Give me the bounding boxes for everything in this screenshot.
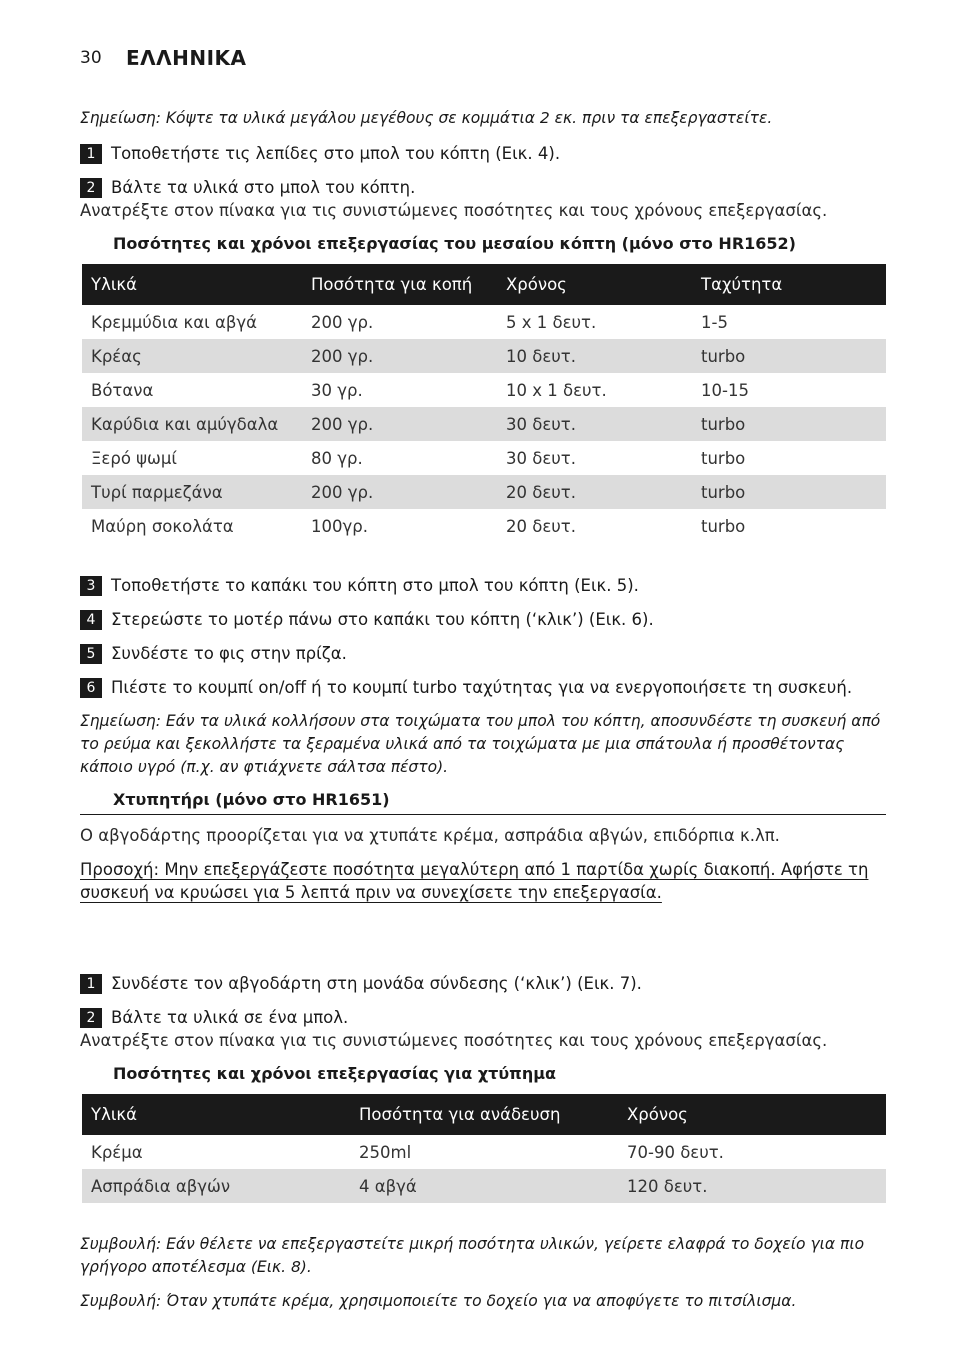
refer-table-text: Ανατρέξτε στον πίνακα για τις συνιστώμενες ποσότητες και τους χρόνους επεξεργασίας. xyxy=(80,201,828,220)
note-text: Κόψτε τα υλικά μεγάλου μεγέθους σε κομμάτια 2 εκ. πριν τα επεξεργαστείτε. xyxy=(160,109,773,127)
table-cell: Κρέας xyxy=(82,339,302,373)
table-cell: 100γρ. xyxy=(311,516,368,536)
table-cell: 200 γρ. xyxy=(302,475,497,509)
whisk-intro: Ο αβγοδάρτης προορίζεται για να χτυπάτε κρέμα, ασπράδια αβγών, επιδόρπια κ.λπ. xyxy=(80,826,780,845)
note-sticky-ingredients xyxy=(80,710,888,779)
step-text: Πιέστε το κουμπί on/off ή το κουμπί turbo ταχύτητας για να ενεργοποιήσετε τη συσκευή. xyxy=(111,678,853,697)
note-cut-ingredients xyxy=(80,107,888,130)
table-row xyxy=(82,441,886,475)
chopper-table xyxy=(82,264,886,543)
table-cell: 70-90 δευτ. xyxy=(627,1142,724,1162)
whisk-section-title: Χτυπητήρι (μόνο στο HR1651) xyxy=(113,790,390,809)
section-divider xyxy=(80,814,886,815)
step-number: 6 xyxy=(80,678,102,698)
table-cell: 1-5 xyxy=(701,312,728,332)
step-5-plug xyxy=(80,642,347,665)
tip-tilt-bowl xyxy=(80,1233,888,1279)
table-row xyxy=(82,339,886,373)
table-cell: Κρεμμύδια και αβγά xyxy=(91,312,258,332)
caution-warning xyxy=(80,858,888,904)
table2-title: Ποσότητες και χρόνοι επεξεργασίας για χτύπημα xyxy=(113,1064,556,1083)
col-header: Ποσότητα για κοπή xyxy=(302,264,497,305)
tip-label: Συμβουλή: xyxy=(80,1235,162,1253)
table-cell: Βότανα xyxy=(91,380,154,400)
table-cell: Καρύδια και αμύγδαλα xyxy=(82,407,302,441)
note-label: Σημείωση: xyxy=(80,109,161,127)
refer-table-text-2: Ανατρέξτε στον πίνακα για τις συνιστώμενες ποσότητες και τους χρόνους επεξεργασίας. xyxy=(80,1031,828,1050)
step-number: 2 xyxy=(80,1008,102,1028)
step-text: Τοποθετήστε τις λεπίδες στο μπολ του κόπτη (Εικ. 4). xyxy=(111,144,561,163)
table-row xyxy=(82,475,886,509)
table-cell: 20 δευτ. xyxy=(497,475,692,509)
table-header-row xyxy=(82,1094,886,1135)
caution-text: Προσοχή: Μην επεξεργάζεστε ποσότητα μεγαλύτερη από 1 παρτίδα χωρίς διακοπή. Αφήστε τη συσκευή να κρυώσει για 5 λεπτά πριν να συνεχίσετε την επεξεργασία. xyxy=(80,860,869,902)
table-cell: turbo xyxy=(692,339,886,373)
table-row xyxy=(82,1135,886,1169)
whisk-step-2 xyxy=(80,1006,348,1029)
table-cell: 120 δευτ. xyxy=(618,1169,886,1203)
page-number: 30 xyxy=(80,48,102,68)
step-text: Συνδέστε το φις στην πρίζα. xyxy=(111,644,347,663)
whisking-table xyxy=(82,1094,886,1203)
note-text: Εάν τα υλικά κολλήσουν στα τοιχώματα του μπολ του κόπτη, αποσυνδέστε τη συσκευή από το ρεύμα και ξεκολλήστε τα ξεραμένα υλικά από τα τοιχώματα με μια σπάτουλα ή προσθέτοντας κάποιο υγρό (π.χ. αν φτιάχνετε σάλτσα πέστο). xyxy=(80,712,881,776)
col-header: Χρόνος xyxy=(618,1094,886,1135)
table-cell: turbo xyxy=(692,475,886,509)
table-cell: turbo xyxy=(692,407,886,441)
step-text: Τοποθετήστε το καπάκι του κόπτη στο μπολ του κόπτη (Εικ. 5). xyxy=(111,576,639,595)
step-number: 1 xyxy=(80,144,102,164)
table-cell: 80 γρ. xyxy=(311,448,363,468)
note-label: Σημείωση: xyxy=(80,712,161,730)
table-row xyxy=(82,1169,886,1203)
step-6-power xyxy=(80,676,852,699)
col-header: Ταχύτητα xyxy=(692,264,886,305)
step-text: Βάλτε τα υλικά στο μπολ του κόπτη. xyxy=(111,178,416,197)
language-heading: ΕΛΛΗΝΙΚΑ xyxy=(126,46,247,70)
tip-cream-splash xyxy=(80,1290,888,1313)
table-cell: 30 δευτ. xyxy=(497,407,692,441)
table-row xyxy=(82,509,886,543)
step-4-motor xyxy=(80,608,654,631)
step-number: 3 xyxy=(80,576,102,596)
table-row xyxy=(82,305,886,339)
col-header: Υλικά xyxy=(82,264,302,305)
col-header: Υλικά xyxy=(82,1094,350,1135)
table-cell: Τυρί παρμεζάνα xyxy=(82,475,302,509)
table-cell: turbo xyxy=(701,448,746,468)
table-cell: Μαύρη σοκολάτα xyxy=(91,516,234,536)
table-cell: 4 αβγά xyxy=(350,1169,618,1203)
table-cell: Ξερό ψωμί xyxy=(91,448,177,468)
table-cell: 200 γρ. xyxy=(302,407,497,441)
table-row xyxy=(82,407,886,441)
table-cell: 200 γρ. xyxy=(302,339,497,373)
table-cell: Κρέμα xyxy=(91,1142,143,1162)
step-1-blades xyxy=(80,142,560,165)
tip-text: Εάν θέλετε να επεξεργαστείτε μικρή ποσότητα υλικών, γείρετε ελαφρά το δοχείο για πιο γρήγορο αποτέλεσμα (Εικ. 8). xyxy=(80,1235,865,1276)
step-number: 1 xyxy=(80,974,102,994)
table-cell: Ασπράδια αβγών xyxy=(82,1169,350,1203)
table1-title: Ποσότητες και χρόνοι επεξεργασίας του μεσαίου κόπτη (μόνο στο HR1652) xyxy=(113,234,796,253)
table-row xyxy=(82,373,886,407)
table-cell: 20 δευτ. xyxy=(506,516,576,536)
col-header: Ποσότητα για ανάδευση xyxy=(350,1094,618,1135)
step-text: Συνδέστε τον αβγοδάρτη στη μονάδα σύνδεσης (‘κλικ’) (Εικ. 7). xyxy=(111,974,642,993)
table-header-row xyxy=(82,264,886,305)
step-number: 4 xyxy=(80,610,102,630)
step-3-lid xyxy=(80,574,639,597)
table-cell: 5 x 1 δευτ. xyxy=(506,312,597,332)
table-cell: 10 x 1 δευτ. xyxy=(506,380,607,400)
table-cell: 200 γρ. xyxy=(311,312,374,332)
col-header: Χρόνος xyxy=(497,264,692,305)
step-text: Βάλτε τα υλικά σε ένα μπολ. xyxy=(111,1008,349,1027)
step-number: 5 xyxy=(80,644,102,664)
table-cell: 10-15 xyxy=(701,380,749,400)
tip-label: Συμβουλή: xyxy=(80,1292,162,1310)
step-text: Στερεώστε το μοτέρ πάνω στο καπάκι του κόπτη (‘κλικ’) (Εικ. 6). xyxy=(111,610,654,629)
step-number: 2 xyxy=(80,178,102,198)
table-cell: 30 δευτ. xyxy=(506,448,576,468)
table-cell: turbo xyxy=(701,516,746,536)
table-cell: 10 δευτ. xyxy=(497,339,692,373)
whisk-step-1 xyxy=(80,972,642,995)
table-cell: 30 γρ. xyxy=(311,380,363,400)
step-2-ingredients xyxy=(80,176,415,199)
tip-text: Όταν χτυπάτε κρέμα, χρησιμοποιείτε το δοχείο για να αποφύγετε το πιτσίλισμα. xyxy=(161,1292,797,1310)
table-cell: 250ml xyxy=(359,1142,412,1162)
